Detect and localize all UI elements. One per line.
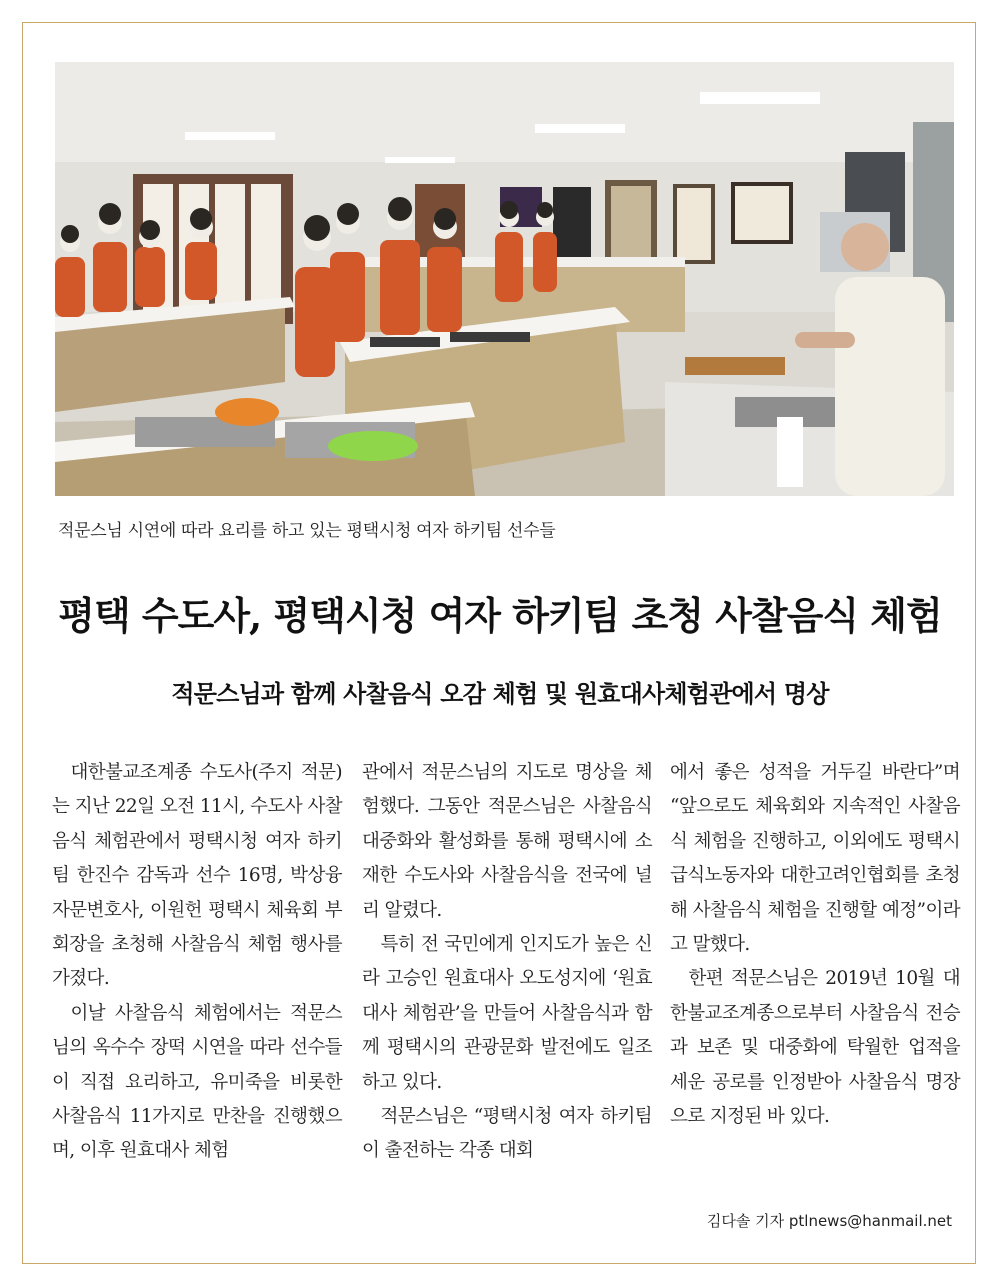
paragraph: 에서 좋은 성적을 거두길 바란다”며 “앞으로도 체육회와 지속적인 사찰음식 체험을 진행하고, 이외에도 평택시 급식노동자와 대한고려인협회를 초청해 사찰음식 체험을 진행할 예정”이라고 말했다. <box>670 762 960 956</box>
cooking-class-photo <box>55 62 954 496</box>
headline: 평택 수도사, 평택시청 여자 하키팀 초청 사찰음식 체험 <box>58 593 942 638</box>
paragraph: 한편 적문스님은 2019년 10월 대한불교조계종으로부터 사찰음식 전승과 보존 및 대중화에 탁월한 업적을 세운 공로를 인정받아 사찰음식 명장으로 지정된 바 있다. <box>670 968 960 1128</box>
article-column-1 <box>52 756 342 1169</box>
article-column-3 <box>670 756 960 1134</box>
paragraph: 이날 사찰음식 체험에서는 적문스님의 옥수수 장떡 시연을 따라 선수들이 직접 요리하고, 유미죽을 비롯한 사찰음식 11가지로 만찬을 진행했으며, 이후 원효대사 체험 <box>52 1002 342 1162</box>
paragraph: 특히 전 국민에게 인지도가 높은 신라 고승인 원효대사 오도성지에 ‘원효대사 체험관’을 만들어 사찰음식과 함께 평택시의 관광문화 발전에도 일조하고 있다. <box>362 934 652 1093</box>
paragraph: 관에서 적문스님의 지도로 명상을 체험했다. 그동안 적문스님은 사찰음식 대중화와 활성화를 통해 평택시에 소재한 수도사와 사찰음식을 전국에 널리 알렸다. <box>362 762 652 921</box>
byline: 김다솔 기자 ptlnews@hanmail.net <box>706 1212 952 1230</box>
paragraph: 적문스님은 “평택시청 여자 하키팀이 출전하는 각종 대회 <box>362 1106 652 1162</box>
photo-caption: 적문스님 시연에 따라 요리를 하고 있는 평택시청 여자 하키팀 선수들 <box>58 521 556 541</box>
subheadline: 적문스님과 함께 사찰음식 오감 체험 및 원효대사체험관에서 명상 <box>171 680 829 708</box>
paragraph: 대한불교조계종 수도사(주지 적문)는 지난 22일 오전 11시, 수도사 사찰음식 체험관에서 평택시청 여자 하키팀 한진수 감독과 선수 16명, 박상융 자문변호사, 이원헌 평택시 체육회 부회장을 초청해 사찰음식 체험 행사를 가졌다. <box>52 762 342 990</box>
article-column-2 <box>362 756 652 1169</box>
